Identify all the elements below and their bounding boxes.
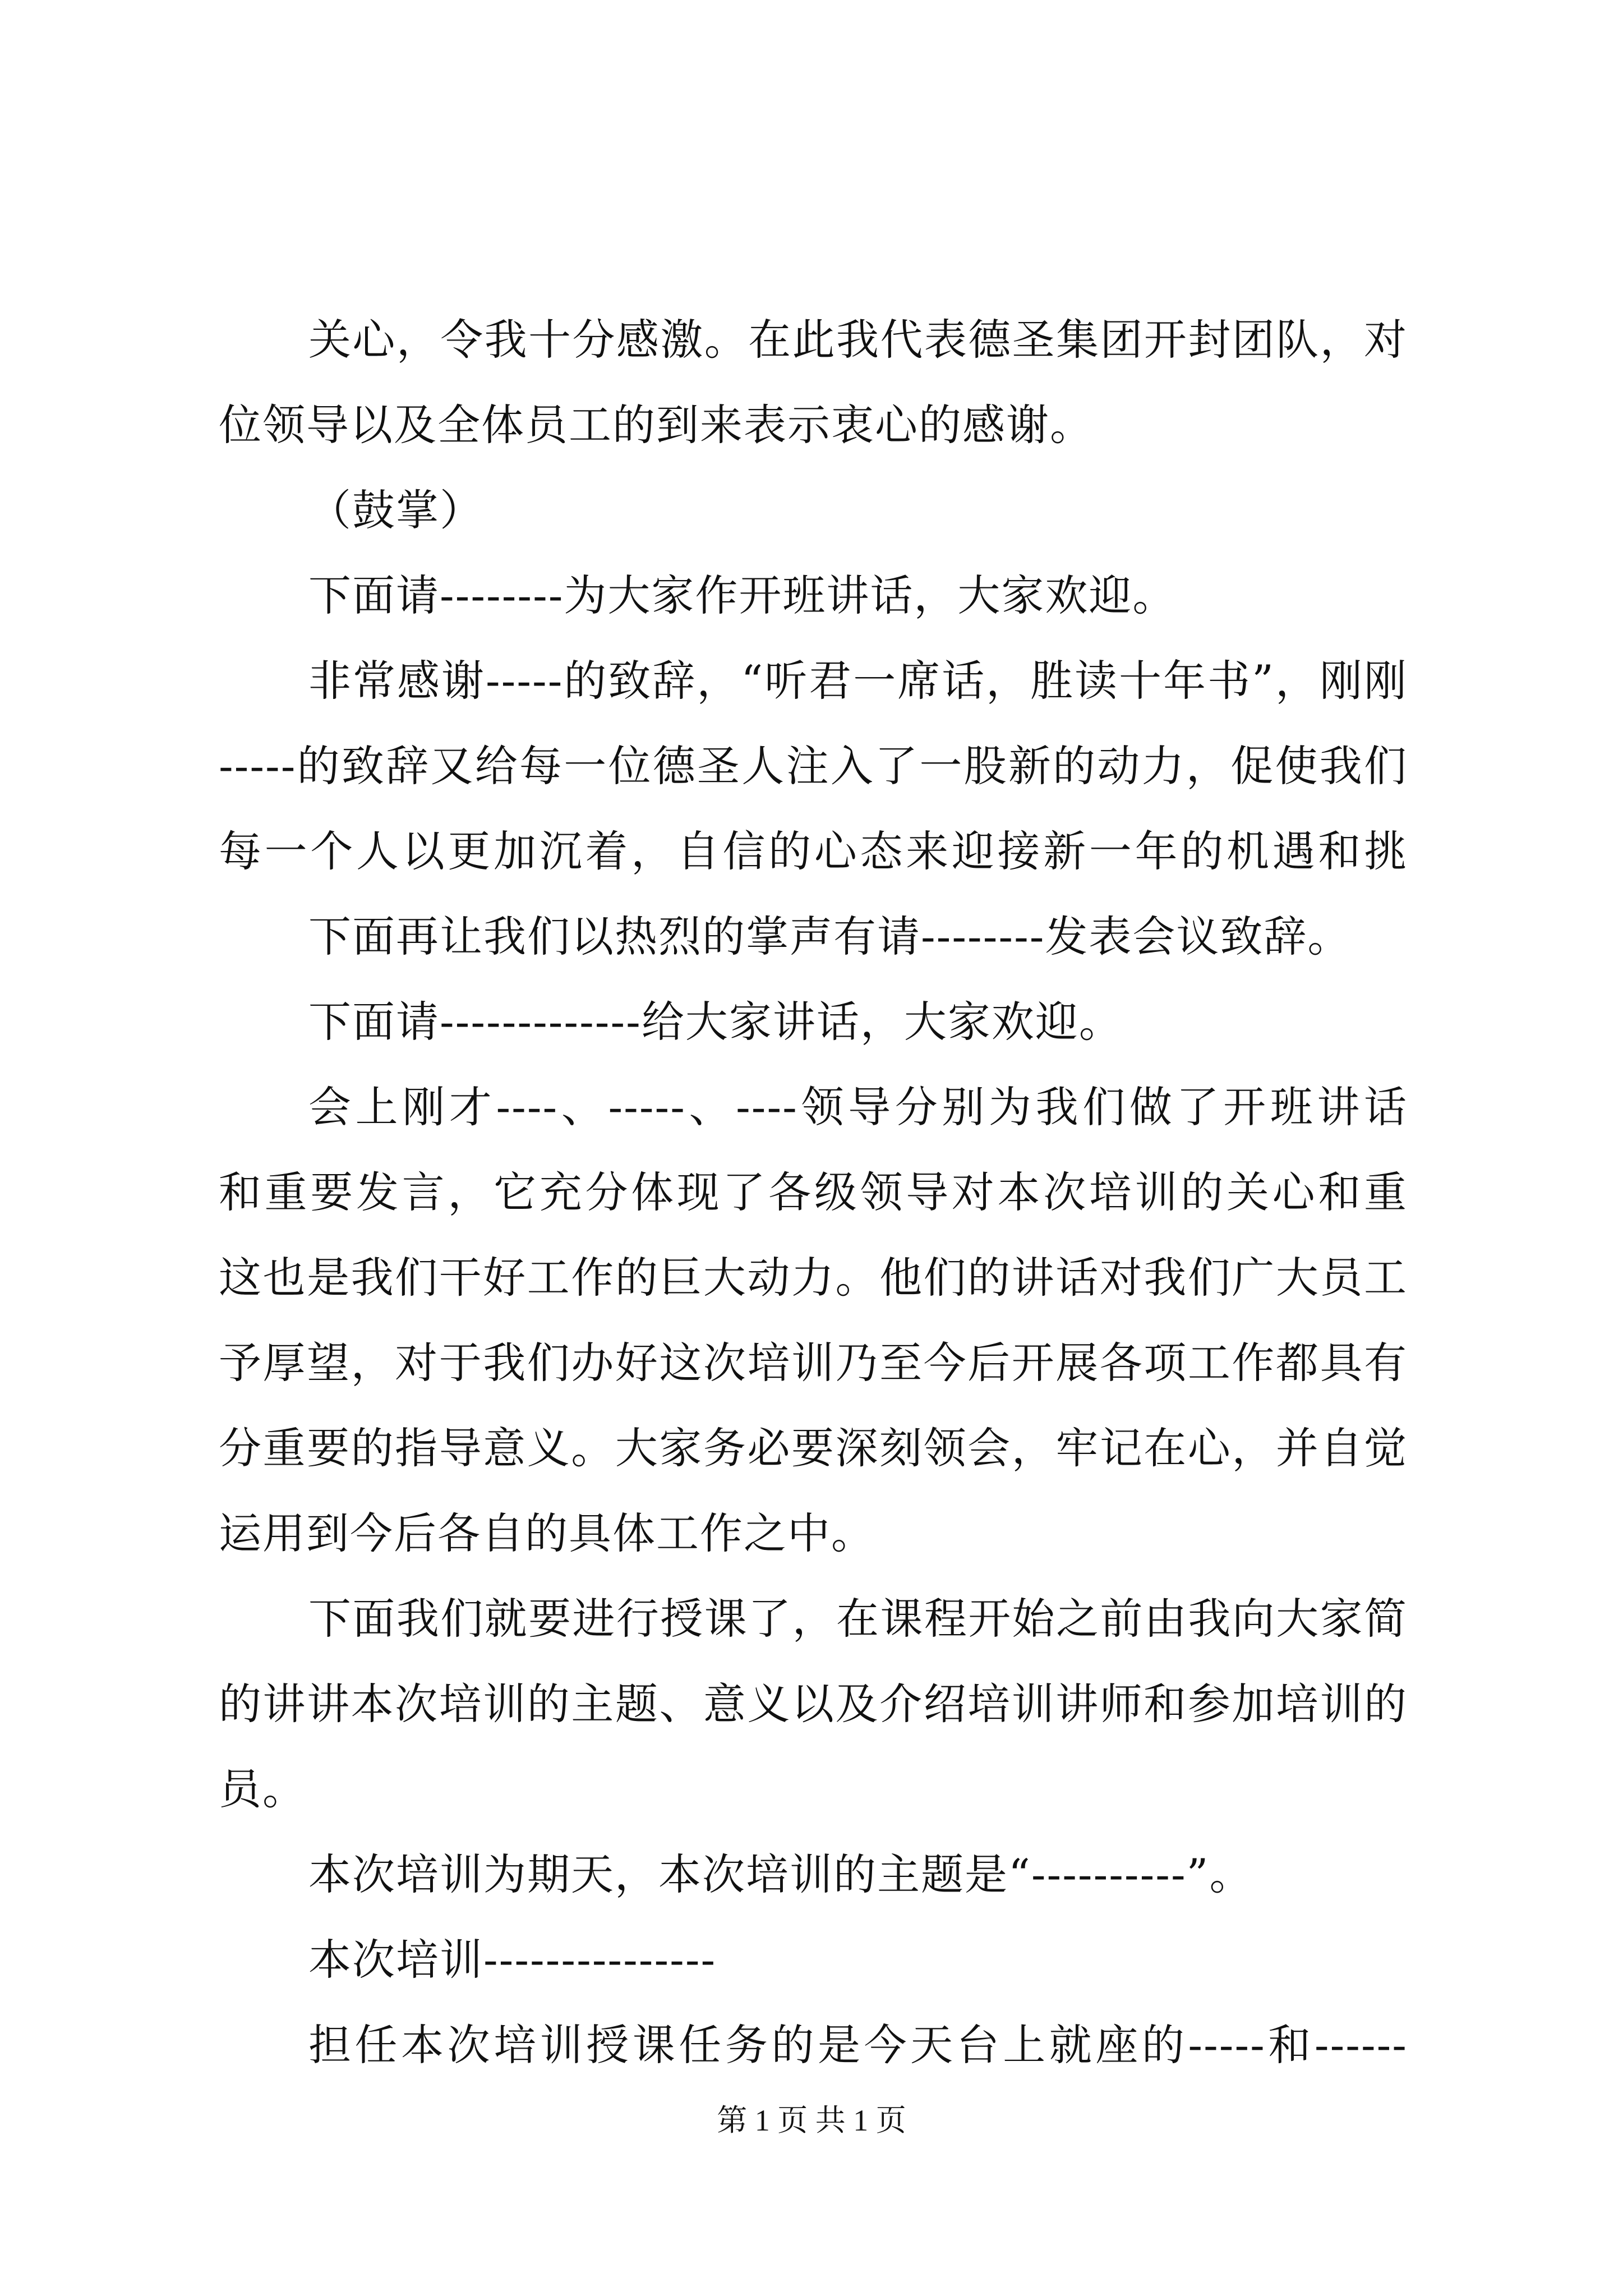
text-line: 的讲讲本次培训的主题、意义以及介绍培训讲师和参加培训的	[219, 1679, 1408, 1729]
text-line: 关心，令我十分感激。在此我代表德圣集团开封团队，对	[308, 315, 1408, 365]
text-line: -----的致辞又给每一位德圣人注入了一股新的动力，促使我们	[219, 741, 1408, 791]
text-line: 下面请-------------给大家讲话，大家欢迎。	[308, 997, 1123, 1047]
body-text	[219, 297, 1408, 2088]
text-line: 下面我们就要进行授课了，在课程开始之前由我向大家简	[308, 1594, 1408, 1644]
text-line: 分重要的指导意义。大家务必要深刻领会，牢记在心，并自觉	[219, 1423, 1408, 1473]
text-line: 担任本次培训授课任务的是今天台上就座的-----和------	[308, 2020, 1408, 2070]
text-line: 下面请--------为大家作开班讲话，大家欢迎。	[308, 570, 1177, 620]
text-line: 非常感谢-----的致辞，“听君一席话，胜读十年书”，刚刚	[308, 656, 1408, 706]
text-line: 位领导以及全体员工的到来表示衷心的感谢。	[219, 400, 1094, 450]
text-line: 这也是我们干好工作的巨大动力。他们的讲话对我们广大员工	[219, 1253, 1408, 1303]
text-line: 每一个人以更加沉着，自信的心态来迎接新一年的机遇和挑	[219, 826, 1408, 876]
text-line: 本次培训为期天，本次培训的主题是“----------”。	[308, 1849, 1253, 1899]
text-line: 员。	[219, 1764, 306, 1814]
text-line: 会上刚才----、-----、----领导分别为我们做了开班讲话	[308, 1082, 1408, 1132]
text-line: 予厚望，对于我们办好这次培训乃至今后开展各项工作都具有	[219, 1338, 1408, 1388]
page-number-footer: 第 1 页 共 1 页	[717, 2104, 906, 2137]
text-line: 下面再让我们以热烈的掌声有请--------发表会议致辞。	[308, 912, 1352, 961]
text-line: 运用到今后各自的具体工作之中。	[219, 1508, 875, 1558]
text-line: 本次培训---------------	[308, 1935, 717, 1985]
text-line: （鼓掌）	[308, 485, 483, 535]
text-line: 和重要发言，它充分体现了各级领导对本次培训的关心和重	[219, 1167, 1408, 1217]
